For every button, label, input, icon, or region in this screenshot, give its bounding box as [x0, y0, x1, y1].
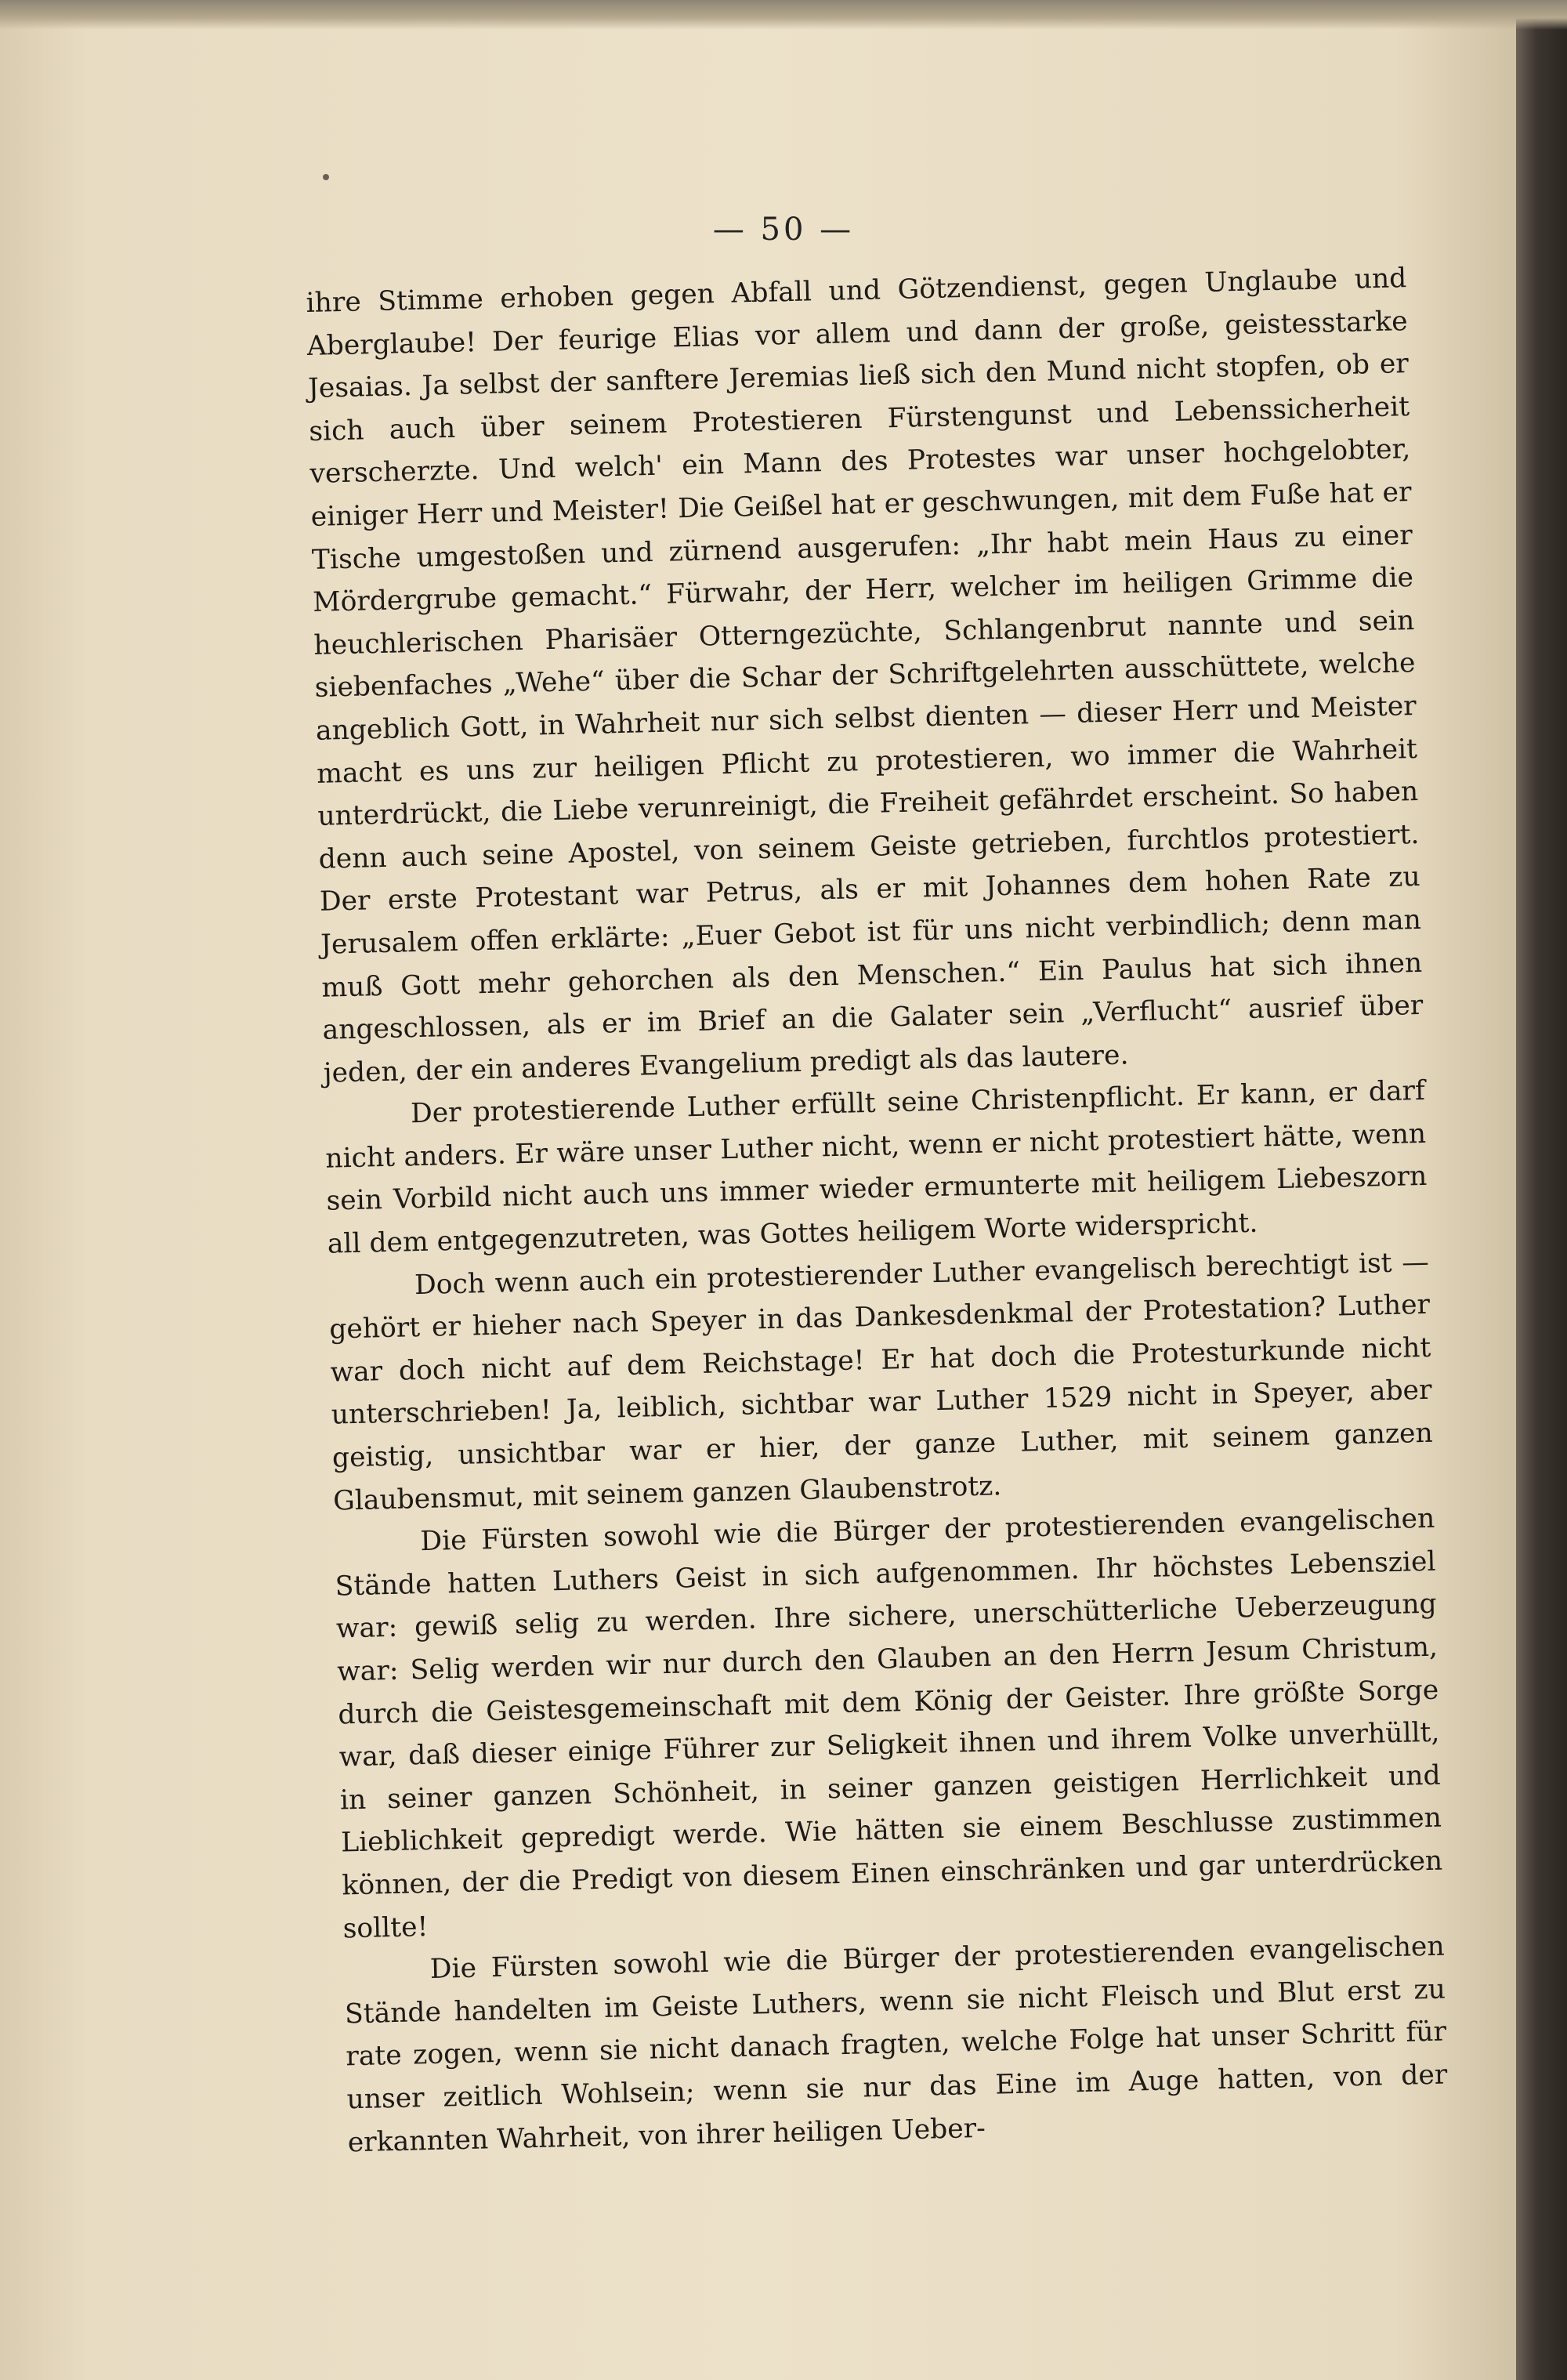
ink-dot: [323, 174, 329, 180]
paragraph-5: Die Fürsten sowohl wie die Bürger der protestierenden evangelischen Stände handelten im Geiste Luthers, wenn sie nicht Fleisch und Blut erst zu rate zogen, wenn sie nicht danach fragten, welche Folge hat unser Schritt für unser zeitlich Wohlsein; wenn sie nur das Eine im Auge hatten, von der erkannten Wahrheit, von ihrer heiligen Ueber-: [344, 1930, 1448, 2158]
page-number: — 50 —: [712, 212, 855, 248]
paragraph-4: Die Fürsten sowohl wie die Bürger der protestierenden evangelischen Stände hatten Luthers Geist in sich aufgenommen. Ihr höchstes Lebensziel war: gewiß selig zu werden. Ihre sichere, unerschütterliche Ueberzeugung war: Selig werden wir nur durch den Glauben an den Herrn Jesum Christum, durch die Geistesgemeinschaft mit dem König der Geister. Ihre größte Sorge war, daß dieser einige Führer zur Seligkeit ihnen und ihrem Volke unverhüllt, in seiner ganzen Schönheit, in seiner ganzen geistigen Herrlichkeit und Lieblichkeit gepredigt werde. Wie hätten sie einem Beschlusse zustimmen können, der die Predigt von diesem Einen einschränken und gar unterdrücken sollte!: [335, 1502, 1443, 1945]
book-binding-edge: [1516, 0, 1567, 2380]
paragraph-2: Der protestierende Luther erfüllt seine Christenpflicht. Er kann, er darf nicht anders. Er wäre unser Luther nicht, wenn er nicht protestiert hätte, wenn sein Vorbild nicht auch uns immer wieder ermunterte mit heiligem Liebeszorn all dem entgegenzutreten, was Gottes heiligem Worte widerspricht.: [324, 1075, 1428, 1260]
paragraph-3: Doch wenn auch ein protestierender Luther evangelisch berechtigt ist — gehört er hieher nach Speyer in das Dankesdenkmal der Protestation? Luther war doch nicht auf dem Reichstage! Er hat doch die Protesturkunde nicht unterschrieben! Ja, leiblich, sichtbar war Luther 1529 nicht in Speyer, aber geistig, unsichtbar war er hier, der ganze Luther, mit seinem ganzen Glaubensmut, mit seinem ganzen Glaubenstrotz.: [328, 1246, 1434, 1517]
paragraph-1: ihre Stimme erhoben gegen Abfall und Götzendienst, gegen Unglaube und Aberglaube! Der feurige Elias vor allem und dann der große, geistesstarke Jesaias. Ja selbst der sanftere Jeremias ließ sich den Mund nicht stopfen, ob er sich auch über seinem Protestieren Fürstengunst und Lebenssicherheit verscherzte. Und welch' ein Mann des Protestes war unser hochgelobter, einiger Herr und Meister! Die Geißel hat er geschwungen, mit dem Fuße hat er Tische umgestoßen und zürnend ausgerufen: „Ihr habt mein Haus zu einer Mördergrube gemacht.“ Fürwahr, der Herr, welcher im heiligen Grimme die heuchlerischen Pharisäer Otterngezüchte, Schlangenbrut nannte und sein siebenfaches „Wehe“ über die Schar der Schriftgelehrten ausschüttete, welche angeblich Gott, in Wahrheit nur sich selbst dienten — dieser Herr und Meister macht es uns zur heiligen Pflicht zu protestieren, wo immer die Wahrheit unterdrückt, die Liebe verunreinigt, die Freiheit gefährdet erscheint. So haben denn auch seine Apostel, von seinem Geiste getrieben, furchtlos protestiert. Der erste Protestant war Petrus, als er mit Johannes dem hohen Rate zu Jerusalem offen erklärte: „Euer Gebot ist für uns nicht verbindlich; denn man muß Gott mehr gehorchen als den Menschen.“ Ein Paulus hat sich ihnen angeschlossen, als er im Brief an die Galater sein „Verflucht“ ausrief über jeden, der ein anderes Evangelium predigt als das lautere.: [306, 263, 1424, 1089]
body-text: [306, 257, 1449, 2164]
page-top-edge-shadow: [0, 0, 1567, 30]
